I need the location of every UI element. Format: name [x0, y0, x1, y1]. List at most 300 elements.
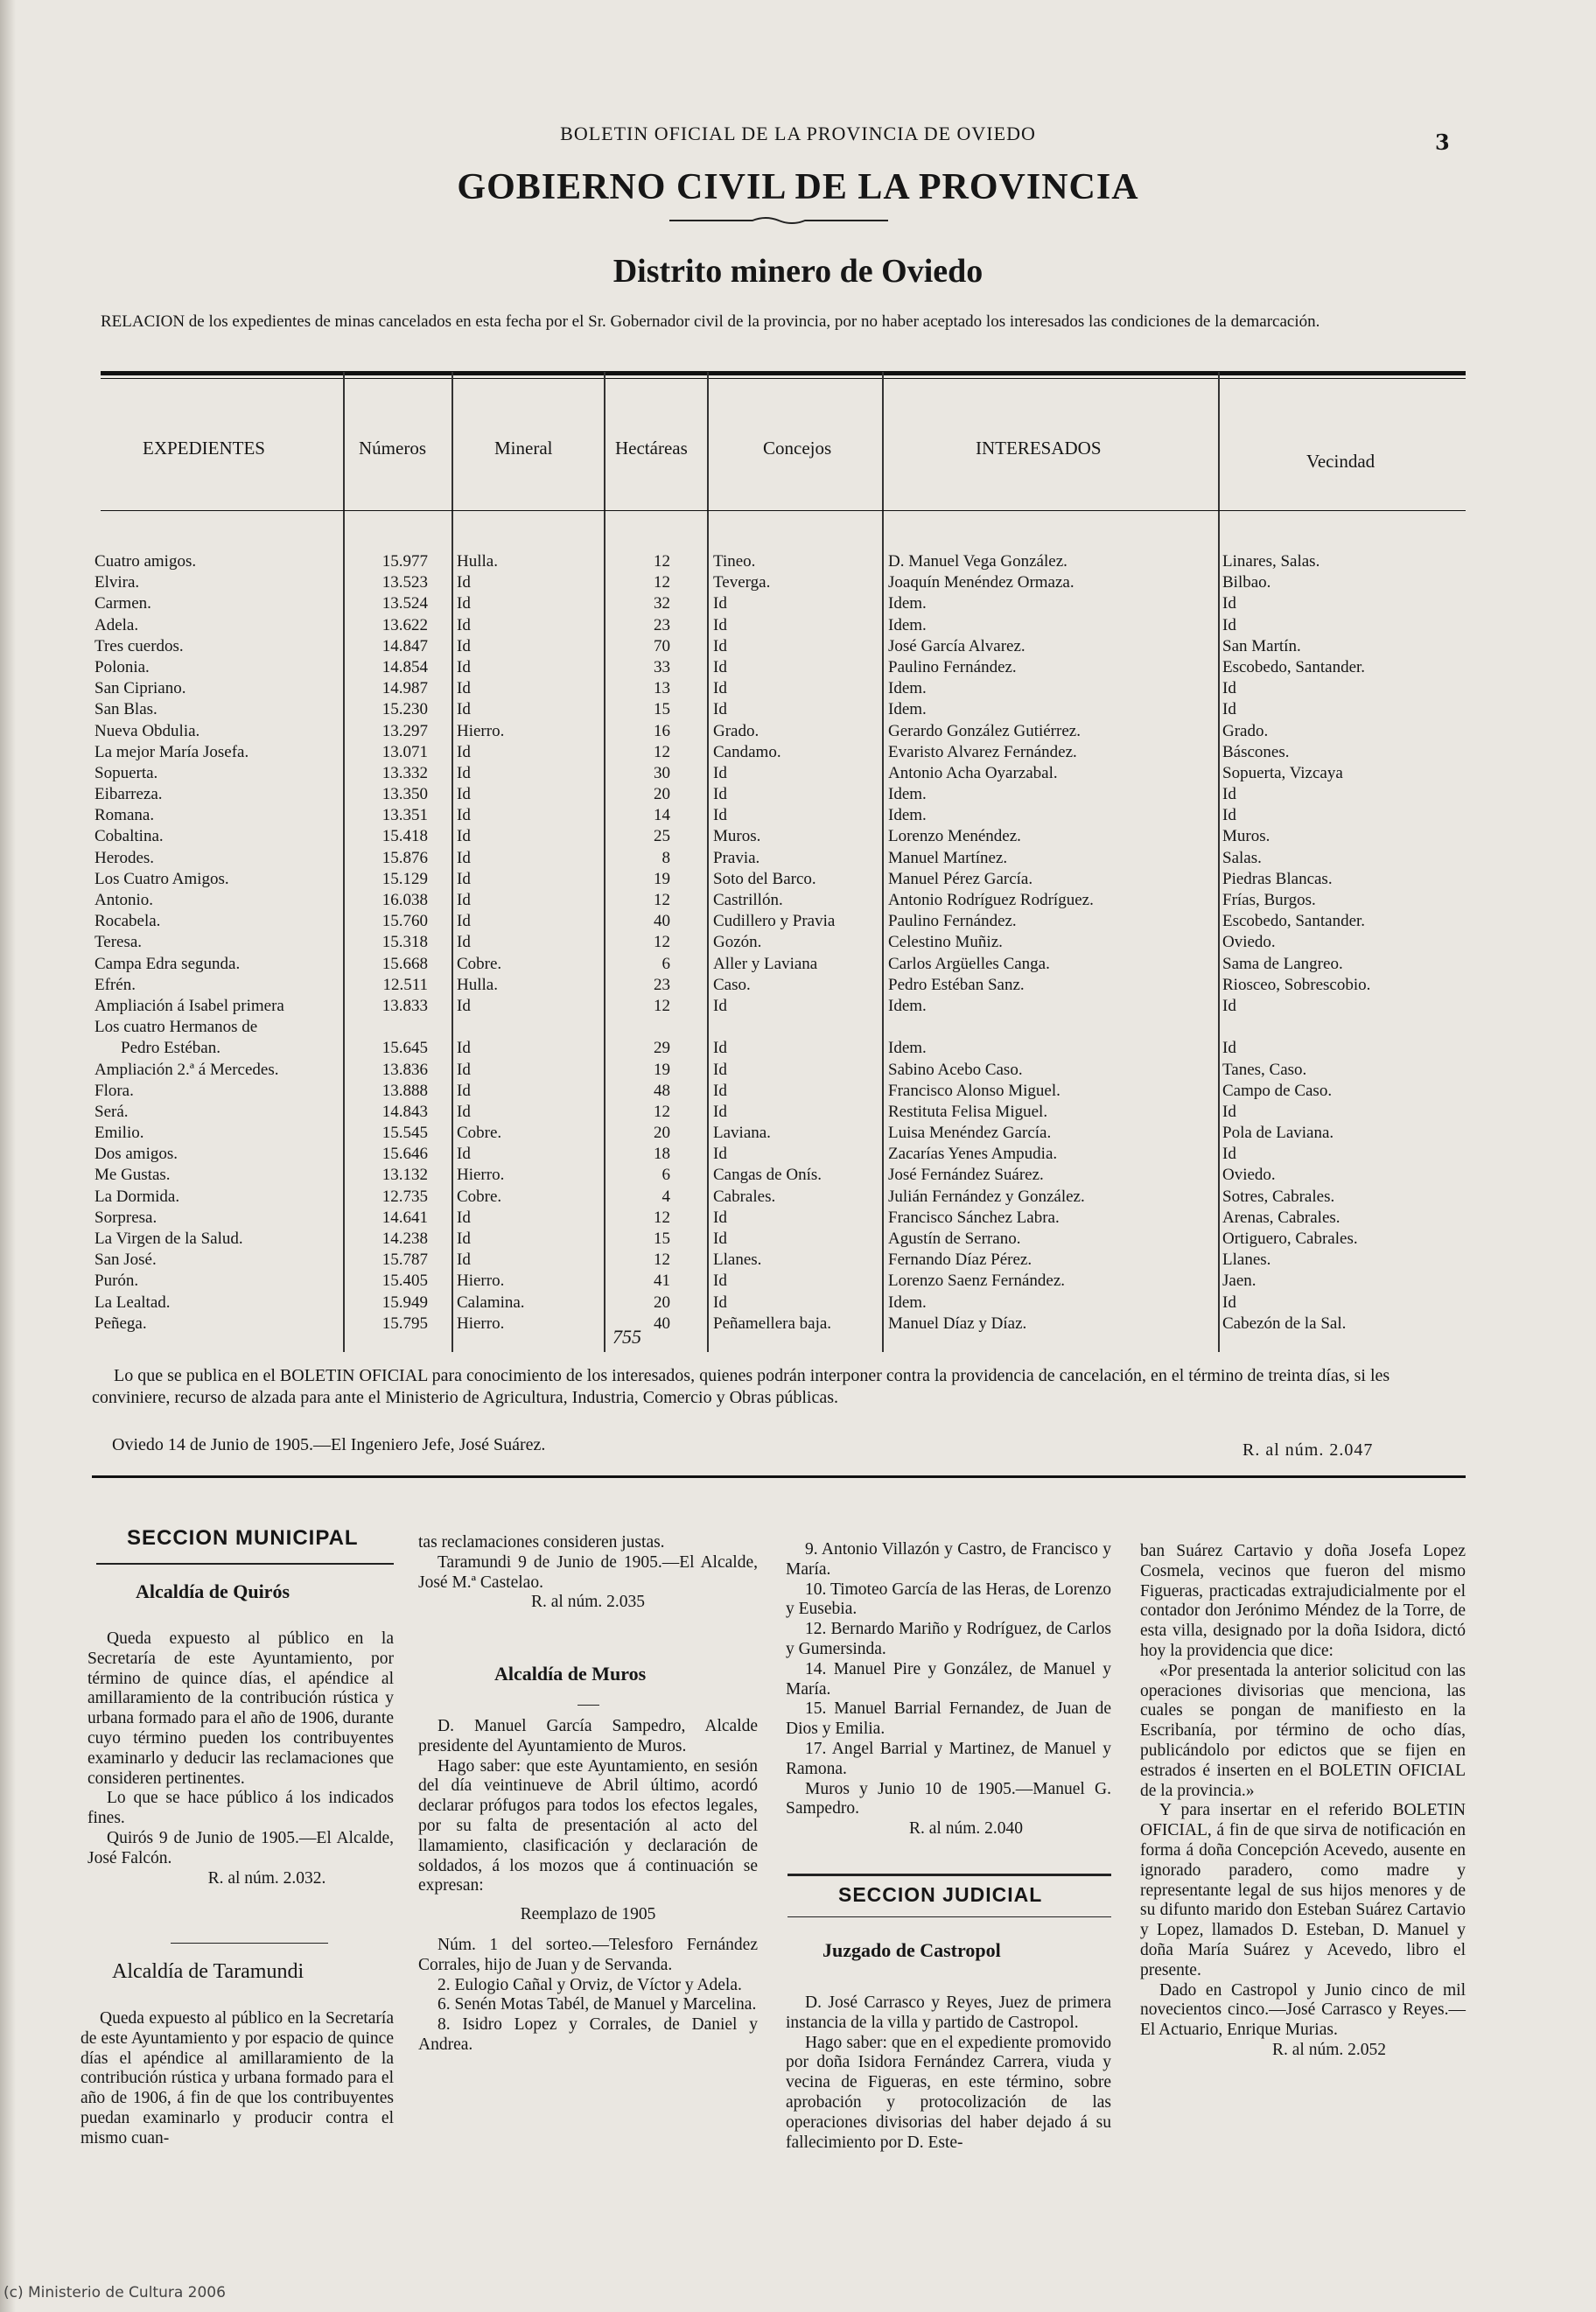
table-cell-numeros: 13.833 — [382, 996, 428, 1015]
table-cell-vecindad — [1222, 1017, 1459, 1038]
table-cell-concejos: Teverga. — [713, 573, 771, 592]
alcaldia-taramundi-text: Queda expuesto al público en la Secretaría de este Ayuntamiento y por espacio de quince días el apéndice al amillaramiento de la contribución rústica y urbana formado para el año de 1906, á fin de que los contribuyentes puedan examinarlo y producir contra el mismo cuan- — [80, 2009, 394, 2147]
table-cell-numeros: 13.622 — [382, 615, 428, 634]
table-cell-hectareas: 12 — [654, 573, 670, 592]
table-cell-vecindad: Muros. — [1222, 827, 1270, 846]
closing-ref: R. al núm. 2.047 — [1242, 1440, 1374, 1460]
table-cell-expedientes: Herodes. — [94, 848, 155, 867]
table-cell-expedientes: Sorpresa. — [94, 1208, 158, 1227]
table-cell-concejos: Id — [713, 1145, 727, 1164]
table-cell-vecindad: San Martín. — [1222, 636, 1301, 655]
table-cell-numeros: 13.524 — [382, 594, 428, 613]
table-cell-vecindad: Id — [1222, 594, 1236, 613]
table-cell-hectareas: 41 — [654, 1272, 670, 1291]
alcaldia-quiros-text: Queda expuesto al público en la Secretaría de este Ayuntamiento, por término de quince días, el apéndice al amillaramiento de la contribución rústica y urbana formado para el año de 1906, durante cuyo término pueden los contribuyentes examinarlo y deducir las reclamaciones que consideren pertinentes. Lo que se hace público á los indicados fines. Quirós 9 de Junio de 1905.—El Alcalde, José Falcón. R. al núm. 2.032. — [88, 1629, 394, 1888]
table-cell-vecindad: Pola de Laviana. — [1222, 1124, 1334, 1143]
table-cell-concejos: Id — [713, 594, 727, 613]
table-cell-expedientes: Será. — [94, 1102, 129, 1121]
table-cell-concejos: Id — [713, 1208, 727, 1227]
table-cell-concejos: Id — [713, 1060, 727, 1079]
table-cell-concejos: Muros. — [713, 827, 761, 846]
table-cell-concejos: Id — [713, 996, 727, 1015]
table-cell-hectareas: 20 — [654, 785, 670, 804]
table-cell-mineral: Cobre. — [457, 954, 502, 973]
th-numeros: Números — [359, 438, 426, 459]
table-cell-mineral: Id — [457, 573, 471, 592]
table-cell-hectareas: 48 — [654, 1081, 670, 1100]
table-cell-numeros: 15.787 — [382, 1251, 428, 1270]
table-cell-numeros: 14.847 — [382, 636, 428, 655]
table-cell-hectareas: 6 — [662, 954, 670, 973]
table-cell-hectareas: 18 — [654, 1145, 670, 1164]
table-cell-hectareas: 16 — [654, 721, 670, 740]
table-cell-expedientes: Los Cuatro Amigos. — [94, 869, 229, 888]
table-cell-concejos: Id — [713, 1293, 727, 1312]
table-cell-expedientes: Ampliación á Isabel primera — [94, 996, 284, 1015]
table-cell-concejos: Llanes. — [713, 1251, 762, 1270]
table-cell-hectareas: 12 — [654, 1208, 670, 1227]
column-interesados — [888, 551, 1221, 1335]
table-cell-vecindad: Id — [1222, 1102, 1236, 1121]
table-cell-expedientes: Sopuerta. — [94, 763, 158, 782]
table-cell-concejos: Id — [713, 657, 727, 676]
table-cell-expedientes: La Lealtad. — [94, 1293, 171, 1312]
table-cell-hectareas — [612, 1017, 670, 1038]
table-cell-concejos: Grado. — [713, 721, 760, 740]
table-cell-expedientes: Nueva Obdulia. — [94, 721, 200, 740]
table-cell-vecindad: Piedras Blancas. — [1222, 869, 1333, 888]
table-cell-mineral: Hierro. — [457, 721, 505, 740]
table-cell-expedientes: Me Gustas. — [94, 1166, 171, 1185]
table-cell-mineral: Id — [457, 594, 471, 613]
table-cell-numeros: 14.843 — [382, 1102, 428, 1121]
table-cell-concejos: Soto del Barco. — [713, 869, 816, 888]
col2-top-text: tas reclamaciones consideren justas. Taramundi 9 de Junio de 1905.—El Alcalde, José M.ª Castelao. R. al núm. 2.035 — [418, 1533, 758, 1612]
table-cell-concejos: Id — [713, 1102, 727, 1121]
column-concejos — [713, 551, 884, 1335]
table-cell-numeros: 15.405 — [382, 1272, 428, 1291]
table-cell-hectareas: 70 — [654, 636, 670, 655]
alcaldia-taramundi-title: Alcaldía de Taramundi — [112, 1960, 304, 1983]
table-cell-hectareas: 29 — [654, 1039, 670, 1058]
table-cell-expedientes: Rocabela. — [94, 912, 161, 931]
table-cell-numeros: 15.545 — [382, 1124, 428, 1143]
table-cell-expedientes: Romana. — [94, 806, 155, 825]
table-cell-concejos: Id — [713, 700, 727, 719]
table-cell-numeros — [354, 1017, 428, 1038]
table-cell-vecindad: Id — [1222, 615, 1236, 634]
table-cell-hectareas: 25 — [654, 827, 670, 846]
table-cell-concejos: Id — [713, 785, 727, 804]
table-cell-hectareas: 33 — [654, 657, 670, 676]
table-cell-interesados: Antonio Rodríguez Rodríguez. — [888, 891, 1094, 909]
table-cell-vecindad: Arenas, Cabrales. — [1222, 1208, 1340, 1227]
table-cell-vecindad: Salas. — [1222, 848, 1262, 867]
table-cell-mineral: Id — [457, 636, 471, 655]
col3-top-text: 9. Antonio Villazón y Castro, de Francisco y María. 10. Timoteo García de las Heras, de Lorenzo y Eusebia. 12. Bernardo Mariño y Rodríguez, de Carlos y Gumersinda. 14. Manuel Pire y González, de Manuel y María. 15. Manuel Barrial Fernandez, de Juan de Dios y Emilia. 17. Angel Barrial y Martinez, de Manuel y Ramona. Muros y Junio 10 de 1905.—Manuel G. Sampedro. R. al núm. 2.040 — [786, 1540, 1111, 1839]
table-cell-expedientes: Carmen. — [94, 594, 151, 613]
th-vecindad: Vecindad — [1306, 451, 1376, 472]
table-cell-mineral: Id — [457, 996, 471, 1015]
th-hectareas: Hectáreas — [615, 438, 688, 459]
col4-text: ban Suárez Cartavio y doña Josefa Lopez Cosmela, vecinos que fueron del mismo Figueras, practicadas extrajudicialmente por el contador don Jerónimo Méndez de la Torre, de esta villa, designado por la doña Isidora, dictó hoy la providencia que dice: «Por presentada la anterior solicitud con las operaciones divisorias que menciona, las cuales se pongan de manifiesto en la Escribanía, por término de ocho días, publicándolo por edictos que se fijen en estrados é inserten en el BOLETIN OFICIAL de la provincia.» Y para insertar en el referido BOLETIN OFICIAL, á fin de que sirva de notificación en forma á doña Concepción Acevedo, ausente en ignorado paradero, como madre y representante legal de sus hijos menores y de su difunto marido don Esteban Suárez Cartavio y Lopez, llamados D. Esteban, D. Manuel y doña María Suárez y Acevedo, libro el presente. Dado en Castropol y Junio cinco de mil novecientos cinco.—José Carrasco y Reyes.—El Actuario, Enrique Murias. R. al núm. 2.052 — [1140, 1542, 1466, 2059]
table-cell-interesados: Idem. — [888, 700, 927, 719]
table-cell-expedientes: La Dormida. — [94, 1187, 180, 1206]
table-cell-numeros: 15.318 — [382, 933, 428, 952]
juzgado-castropol-title: Juzgado de Castropol — [822, 1939, 1001, 1961]
table-cell-mineral: Id — [457, 912, 471, 931]
district-heading: Distrito minero de Oviedo — [612, 253, 984, 290]
table-cell-vecindad: Báscones. — [1222, 742, 1290, 761]
table-cell-concejos: Candamo. — [713, 742, 781, 761]
table-cell-numeros: 15.418 — [382, 827, 428, 846]
table-cell-numeros: 13.523 — [382, 573, 428, 592]
table-cell-mineral: Id — [457, 891, 471, 909]
table-cell-vecindad: Frías, Burgos. — [1222, 891, 1316, 909]
alcaldia-muros-title: Alcaldía de Muros — [494, 1663, 647, 1685]
table-cell-mineral: Cobre. — [457, 1187, 502, 1206]
handwritten-total: 755 — [612, 1326, 641, 1348]
table-cell-interesados: José García Alvarez. — [888, 636, 1026, 655]
table-cell-expedientes: Pedro Estéban. — [121, 1039, 220, 1058]
table-cell-numeros: 15.668 — [382, 954, 428, 973]
table-cell-interesados: José Fernández Suárez. — [888, 1166, 1044, 1185]
table-cell-numeros: 15.876 — [382, 848, 428, 867]
table-cell-expedientes: Efrén. — [94, 975, 136, 994]
table-cell-expedientes: Teresa. — [94, 933, 143, 952]
table-cell-vecindad: Bilbao. — [1222, 573, 1271, 592]
table-cell-concejos: Gozón. — [713, 933, 762, 952]
table-cell-concejos: Cabrales. — [713, 1187, 776, 1206]
table-cell-hectareas: 6 — [662, 1166, 670, 1185]
table-cell-vecindad: Linares, Salas. — [1222, 552, 1320, 571]
table-cell-hectareas: 23 — [654, 975, 670, 994]
table-cell-numeros: 15.760 — [382, 912, 428, 931]
table-cell-hectareas: 12 — [654, 996, 670, 1015]
table-cell-numeros: 14.987 — [382, 679, 428, 698]
table-cell-vecindad: Oviedo. — [1222, 933, 1276, 952]
column-hectareas — [612, 551, 670, 1335]
table-cell-hectareas: 20 — [654, 1293, 670, 1312]
table-cell-numeros: 13.836 — [382, 1060, 428, 1079]
table-cell-mineral: Id — [457, 1145, 471, 1164]
seccion-judicial-heading: SECCION JUDICIAL — [838, 1883, 1043, 1906]
table-cell-concejos — [713, 1017, 884, 1038]
table-cell-concejos: Id — [713, 806, 727, 825]
table-cell-interesados: Luisa Menéndez García. — [888, 1124, 1052, 1143]
table-cell-mineral: Id — [457, 933, 471, 952]
table-cell-interesados: Pedro Estéban Sanz. — [888, 975, 1025, 994]
table-cell-concejos: Castrillón. — [713, 891, 783, 909]
table-cell-mineral: Hierro. — [457, 1166, 505, 1185]
table-top-rule — [101, 371, 1466, 375]
table-cell-numeros: 14.238 — [382, 1230, 428, 1248]
table-cell-numeros: 14.854 — [382, 657, 428, 676]
table-cell-mineral: Hierro. — [457, 1314, 505, 1333]
table-cell-mineral: Id — [457, 869, 471, 888]
table-cell-interesados — [888, 1017, 1221, 1038]
table-cell-concejos: Cangas de Onís. — [713, 1166, 822, 1185]
table-cell-vecindad: Id — [1222, 785, 1236, 804]
table-cell-expedientes: Eibarreza. — [94, 785, 163, 804]
table-cell-vecindad: Sopuerta, Vizcaya — [1222, 763, 1343, 782]
closing-signature: Oviedo 14 de Junio de 1905.—El Ingeniero Jefe, José Suárez. — [112, 1435, 546, 1454]
table-cell-vecindad: Campo de Caso. — [1222, 1081, 1333, 1100]
table-cell-expedientes: Cobaltina. — [94, 827, 164, 846]
table-cell-interesados: Francisco Alonso Miguel. — [888, 1081, 1060, 1100]
table-cell-numeros: 13.350 — [382, 785, 428, 804]
table-cell-concejos: Id — [713, 1081, 727, 1100]
table-cell-mineral: Id — [457, 1251, 471, 1270]
flourish-ornament — [669, 215, 888, 226]
table-cell-interesados: Celestino Muñiz. — [888, 933, 1003, 952]
table-cell-vecindad: Grado. — [1222, 721, 1269, 740]
table-cell-interesados: Paulino Fernández. — [888, 912, 1017, 931]
table-cell-hectareas: 15 — [654, 1230, 670, 1248]
table-cell-interesados: Idem. — [888, 1039, 927, 1058]
table-cell-numeros: 13.351 — [382, 806, 428, 825]
table-cell-numeros: 12.735 — [382, 1187, 428, 1206]
table-cell-numeros: 13.332 — [382, 763, 428, 782]
table-cell-interesados: Evaristo Alvarez Fernández. — [888, 742, 1077, 761]
table-cell-hectareas: 12 — [654, 891, 670, 909]
table-cell-concejos: Id — [713, 763, 727, 782]
table-cell-vecindad: Sotres, Cabrales. — [1222, 1187, 1335, 1206]
table-cell-mineral: Id — [457, 848, 471, 867]
table-cell-concejos: Caso. — [713, 975, 751, 994]
table-cell-expedientes: Tres cuerdos. — [94, 636, 184, 655]
section-divider-rule — [92, 1475, 1466, 1478]
seccion-municipal-heading: SECCION MUNICIPAL — [127, 1526, 359, 1550]
table-cell-numeros: 15.949 — [382, 1293, 428, 1312]
table-cell-interesados: Francisco Sánchez Labra. — [888, 1208, 1060, 1227]
table-cell-interesados: Carlos Argüelles Canga. — [888, 954, 1050, 973]
table-cell-vecindad: Oviedo. — [1222, 1166, 1276, 1185]
table-cell-expedientes: Antonio. — [94, 891, 154, 909]
table-cell-hectareas: 19 — [654, 1060, 670, 1079]
table-cell-interesados: Restituta Felisa Miguel. — [888, 1102, 1048, 1121]
table-cell-vecindad: Id — [1222, 679, 1236, 698]
table-cell-vecindad: Sama de Langreo. — [1222, 954, 1343, 973]
table-cell-concejos: Peñamellera baja. — [713, 1314, 832, 1333]
table-cell-hectareas: 23 — [654, 615, 670, 634]
table-cell-interesados: Sabino Acebo Caso. — [888, 1060, 1023, 1079]
table-cell-expedientes: Peñega. — [94, 1314, 147, 1333]
table-cell-interesados: Lorenzo Saenz Fernández. — [888, 1272, 1066, 1291]
table-cell-mineral: Id — [457, 1081, 471, 1100]
th-concejos: Concejos — [763, 438, 832, 459]
table-cell-interesados: Zacarías Yenes Ampudia. — [888, 1145, 1058, 1164]
table-cell-vecindad: Jaen. — [1222, 1272, 1256, 1291]
table-cell-expedientes: Los cuatro Hermanos de — [94, 1018, 258, 1037]
table-cell-expedientes: San José. — [94, 1251, 157, 1270]
table-cell-interesados: Joaquín Menéndez Ormaza. — [888, 573, 1074, 592]
table-cell-hectareas: 20 — [654, 1124, 670, 1143]
table-cell-concejos: Tineo. — [713, 552, 756, 571]
page-edge-shadow — [0, 0, 16, 2312]
th-interesados: INTERESADOS — [976, 438, 1102, 459]
juzgado-castropol-text: D. José Carrasco y Reyes, Juez de primera instancia de la villa y partido de Castropol. Hago saber: que en el expediente promovido por doña Isidora Fernández Carrera, viuda y vecina de Figueras, en este término, sobre aprobación y protocolización de las operaciones divisorias del haber dejado á su fallecimiento por D. Este- — [786, 1993, 1111, 2152]
table-cell-mineral: Hulla. — [457, 975, 498, 994]
table-cell-expedientes: Campa Edra segunda. — [94, 954, 241, 973]
table-cell-mineral: Id — [457, 1039, 471, 1058]
table-cell-hectareas: 40 — [654, 912, 670, 931]
th-expedientes: EXPEDIENTES — [143, 438, 265, 459]
table-cell-hectareas: 30 — [654, 763, 670, 782]
closing-note: Lo que se publica en el BOLETIN OFICIAL para conocimiento de los interesados, quienes podrán interponer contra la providencia de cancelación, en el término de treinta días, si les conviniere, recurso de alzada para ante el Ministerio de Agricultura, Industria, Comercio y Obras públicas. — [92, 1366, 1390, 1407]
table-cell-concejos: Id — [713, 615, 727, 634]
table-cell-concejos: Laviana. — [713, 1124, 771, 1143]
table-cell-interesados: Julián Fernández y González. — [888, 1187, 1085, 1206]
table-cell-interesados: Manuel Pérez García. — [888, 869, 1033, 888]
table-cell-hectareas: 12 — [654, 1102, 670, 1121]
table-cell-expedientes: Purón. — [94, 1272, 139, 1291]
table-cell-interesados: Gerardo González Gutiérrez. — [888, 721, 1081, 740]
table-cell-vecindad: Tanes, Caso. — [1222, 1060, 1307, 1079]
table-cell-expedientes: Polonia. — [94, 657, 150, 676]
table-cell-numeros: 15.795 — [382, 1314, 428, 1333]
column-numeros — [354, 551, 428, 1335]
intro-paragraph: RELACION de los expedientes de minas cancelados en esta fecha por el Sr. Gobernador civil de la provincia, por no haber aceptado los interesados las condiciones de la demarcación. — [101, 312, 1320, 331]
table-cell-mineral: Id — [457, 657, 471, 676]
table-cell-concejos: Pravia. — [713, 848, 760, 867]
table-cell-hectareas: 15 — [654, 700, 670, 719]
table-cell-interesados: Idem. — [888, 806, 927, 825]
table-cell-numeros: 13.297 — [382, 721, 428, 740]
table-cell-numeros: 15.230 — [382, 700, 428, 719]
table-cell-expedientes: Ampliación 2.ª á Mercedes. — [94, 1060, 279, 1079]
table-cell-hectareas: 12 — [654, 552, 670, 571]
alcaldia-muros-text: D. Manuel García Sampedro, Alcalde presidente del Ayuntamiento de Muros. Hago saber: que este Ayuntamiento, en sesión del día veintinueve de Abril último, acordó declarar prófugos para todos los efectos legales, por su falta de presentación al acto del llamamiento, clasificación y declaración de soldados, á los mozos que á continuación se expresan: Reemplazo de 1905 Núm. 1 del sorteo.—Telesforo Fernández Corrales, hijo de Juan y de Servanda. 2. Eulogio Cañal y Orviz, de Víctor y Adela. 6. Senén Motas Tabél, de Manuel y Marcelina. 8. Isidro Lopez y Corrales, de Daniel y Andrea. — [418, 1717, 758, 2054]
table-cell-expedientes: Elvira. — [94, 573, 140, 592]
table-cell-interesados: Idem. — [888, 996, 927, 1015]
table-cell-mineral: Id — [457, 1102, 471, 1121]
table-cell-interesados: D. Manuel Vega González. — [888, 552, 1068, 571]
table-cell-concejos: Cudillero y Pravia — [713, 912, 836, 931]
table-cell-hectareas: 4 — [662, 1187, 670, 1206]
column-mineral — [457, 551, 601, 1335]
th-mineral: Mineral — [494, 438, 553, 459]
table-cell-mineral: Hulla. — [457, 552, 498, 571]
table-top-rule-thin — [101, 378, 1466, 379]
table-cell-concejos: Id — [713, 1039, 727, 1058]
bulletin-title: BOLETIN OFICIAL DE LA PROVINCIA DE OVIEDO — [560, 123, 1036, 144]
table-cell-hectareas: 19 — [654, 869, 670, 888]
table-cell-interesados: Manuel Díaz y Díaz. — [888, 1314, 1027, 1333]
table-cell-mineral: Id — [457, 742, 471, 761]
table-cell-hectareas: 12 — [654, 1251, 670, 1270]
table-cell-interesados: Antonio Acha Oyarzabal. — [888, 763, 1058, 782]
table-cell-mineral: Calamina. — [457, 1293, 525, 1312]
table-cell-numeros: 13.888 — [382, 1081, 428, 1100]
table-cell-numeros: 12.511 — [382, 975, 428, 994]
table-cell-interesados: Fernando Díaz Pérez. — [888, 1251, 1032, 1270]
table-cell-vecindad: Escobedo, Santander. — [1222, 912, 1366, 931]
table-cell-mineral: Id — [457, 763, 471, 782]
table-cell-hectareas: 32 — [654, 594, 670, 613]
table-cell-expedientes: San Blas. — [94, 700, 158, 719]
table-cell-vecindad: Llanes. — [1222, 1251, 1271, 1270]
table-cell-hectareas: 13 — [654, 679, 670, 698]
table-cell-interesados: Idem. — [888, 679, 927, 698]
table-cell-numeros: 15.645 — [382, 1039, 428, 1058]
table-cell-interesados: Idem. — [888, 1293, 927, 1312]
table-cell-mineral: Id — [457, 1060, 471, 1079]
table-cell-expedientes: La Virgen de la Salud. — [94, 1230, 243, 1248]
table-cell-mineral — [457, 1017, 601, 1038]
table-cell-hectareas: 8 — [662, 848, 670, 867]
table-cell-numeros: 16.038 — [382, 891, 428, 909]
table-cell-numeros: 13.132 — [382, 1166, 428, 1185]
table-cell-numeros: 15.977 — [382, 552, 428, 571]
table-cell-vecindad: Id — [1222, 806, 1236, 825]
table-cell-mineral: Id — [457, 785, 471, 804]
table-cell-numeros: 15.129 — [382, 869, 428, 888]
table-cell-hectareas: 12 — [654, 742, 670, 761]
table-cell-concejos: Id — [713, 636, 727, 655]
table-cell-vecindad: Cabezón de la Sal. — [1222, 1314, 1347, 1333]
column-expedientes — [94, 551, 344, 1335]
table-cell-hectareas: 14 — [654, 806, 670, 825]
table-cell-numeros: 14.641 — [382, 1208, 428, 1227]
table-cell-concejos: Aller y Laviana — [713, 954, 818, 973]
table-cell-interesados: Idem. — [888, 615, 927, 634]
table-cell-expedientes: Dos amigos. — [94, 1145, 178, 1164]
section-heading: GOBIERNO CIVIL DE LA PROVINCIA — [457, 167, 1139, 207]
table-cell-vecindad: Id — [1222, 1293, 1236, 1312]
table-cell-expedientes: Cuatro amigos. — [94, 552, 197, 571]
table-cell-hectareas: 12 — [654, 933, 670, 952]
table-cell-concejos: Id — [713, 1230, 727, 1248]
table-cell-interesados: Idem. — [888, 594, 927, 613]
table-cell-mineral: Id — [457, 806, 471, 825]
page-number: 3 — [1435, 130, 1450, 155]
column-vecindad — [1222, 551, 1459, 1335]
table-cell-vecindad: Ortiguero, Cabrales. — [1222, 1230, 1358, 1248]
table-cell-vecindad: Riosceo, Sobrescobio. — [1222, 975, 1371, 994]
copyright-notice: (c) Ministerio de Cultura 2006 — [4, 2284, 226, 2301]
table-cell-numeros: 13.071 — [382, 742, 428, 761]
table-cell-vecindad: Escobedo, Santander. — [1222, 657, 1366, 676]
table-cell-expedientes: Emilio. — [94, 1124, 144, 1143]
table-cell-mineral: Cobre. — [457, 1124, 502, 1143]
table-cell-vecindad: Id — [1222, 1145, 1236, 1164]
table-cell-expedientes: Adela. — [94, 615, 139, 634]
table-cell-concejos: Id — [713, 679, 727, 698]
table-cell-mineral: Id — [457, 1230, 471, 1248]
header-bottom-rule — [101, 510, 1466, 511]
table-cell-hectareas: 40 — [654, 1314, 670, 1333]
table-cell-vecindad: Id — [1222, 996, 1236, 1015]
table-cell-mineral: Id — [457, 679, 471, 698]
table-cell-vecindad: Id — [1222, 700, 1236, 719]
table-cell-numeros: 15.646 — [382, 1145, 428, 1164]
table-cell-concejos: Id — [713, 1272, 727, 1291]
table-cell-interesados: Idem. — [888, 785, 927, 804]
table-cell-interesados: Manuel Martínez. — [888, 848, 1008, 867]
table-cell-mineral: Id — [457, 700, 471, 719]
table-cell-expedientes: Flora. — [94, 1081, 134, 1100]
table-cell-mineral: Id — [457, 1208, 471, 1227]
table-cell-mineral: Id — [457, 827, 471, 846]
table-cell-interesados: Agustín de Serrano. — [888, 1230, 1021, 1248]
table-cell-interesados: Paulino Fernández. — [888, 657, 1017, 676]
alcaldia-quiros-title: Alcaldía de Quirós — [136, 1580, 290, 1602]
table-cell-mineral: Hierro. — [457, 1272, 505, 1291]
table-cell-vecindad: Id — [1222, 1039, 1236, 1058]
table-cell-interesados: Lorenzo Menéndez. — [888, 827, 1021, 846]
table-cell-expedientes: La mejor María Josefa. — [94, 742, 249, 761]
